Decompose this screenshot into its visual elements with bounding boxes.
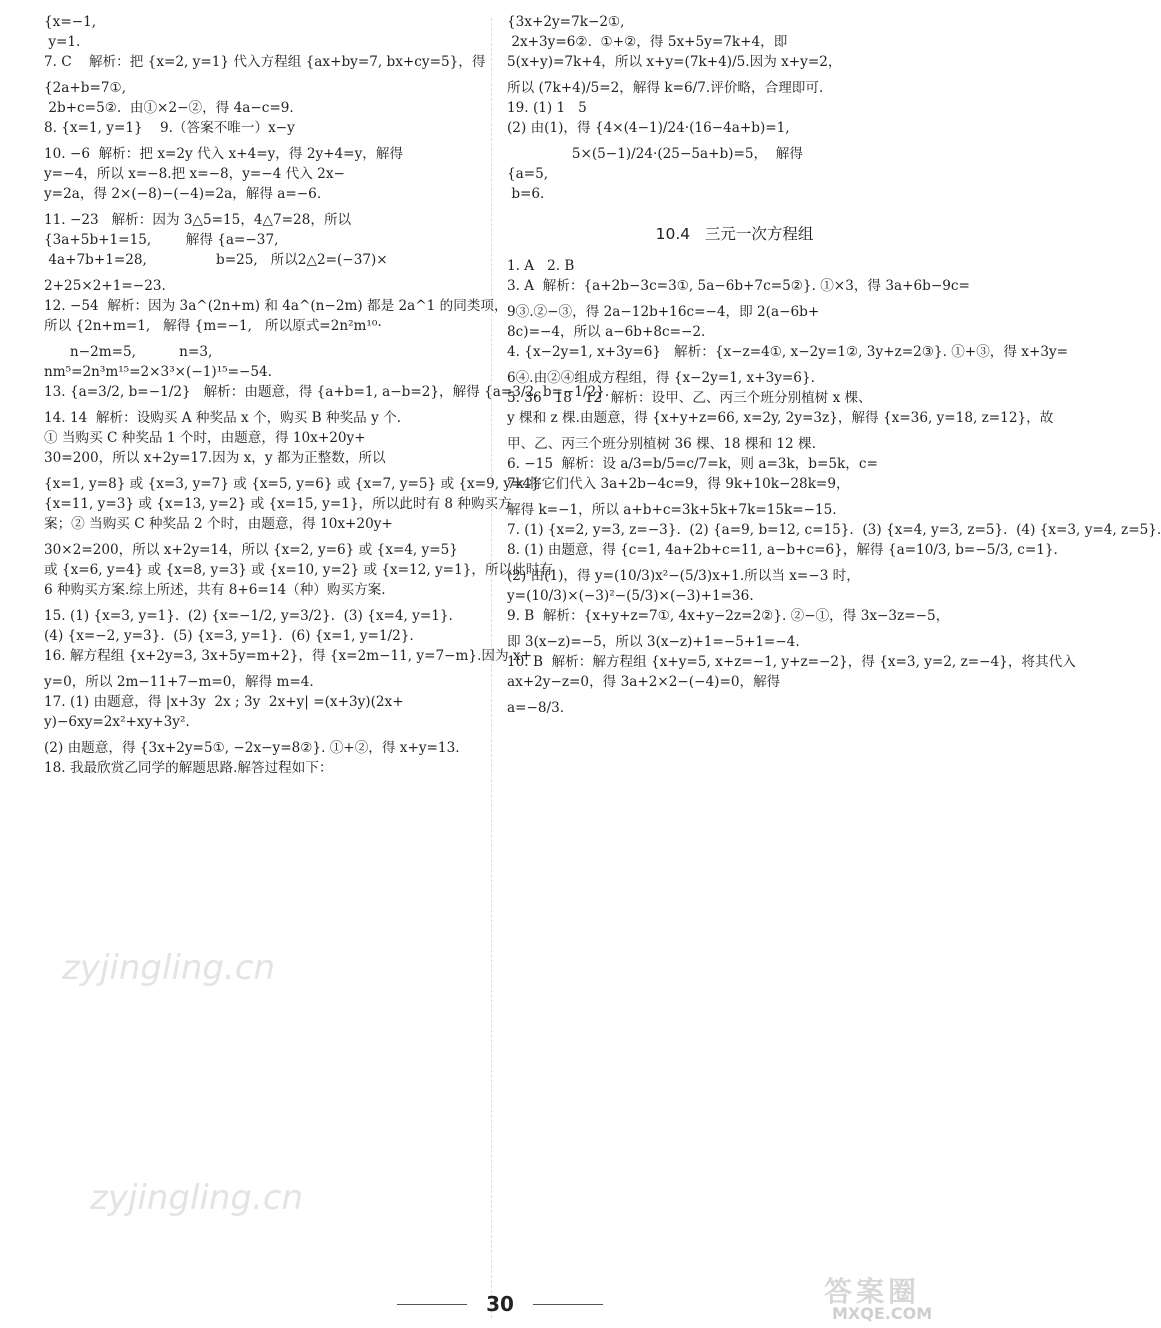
answer-line: 即 3(x−z)=−5，所以 3(x−z)+1=−5+1=−4.	[507, 634, 800, 650]
answer-line: 5(x+y)=7k+4，所以 x+y=(7k+4)/5.因为 x+y=2，	[507, 54, 842, 70]
answer-line: ① 当购买 C 种奖品 1 个时，由题意，得 10x+20y+	[44, 430, 366, 446]
answer-line: 7k.将它们代入 3a+2b−4c=9，得 9k+10k−28k=9，	[507, 476, 850, 492]
answer-line: {x=1, y=8} 或 {x=3, y=7} 或 {x=5, y=6} 或 {x=7, y=5} 或 {x=9, y=4}	[44, 476, 540, 492]
answer-line: {x=11, y=3} 或 {x=13, y=2} 或 {x=15, y=1}，所以此时有 8 种购买方	[44, 496, 512, 512]
answer-line: 甲、乙、丙三个班分别植树 36 棵、18 棵和 12 棵.	[507, 436, 816, 452]
answer-line: {3x+2y=7k−2①,	[507, 14, 625, 30]
answer-line: y=−4，所以 x=−8.把 x=−8，y=−4 代入 2x−	[44, 166, 345, 182]
line-spacer	[507, 204, 962, 210]
answer-line: 7. C 解析：把 {x=2, y=1} 代入方程组 {ax+by=7, bx+cy=5}，得	[44, 54, 486, 70]
answer-line: y=(10/3)×(−3)²−(5/3)×(−3)+1=36.	[507, 588, 754, 604]
answer-line: y)−6xy=2x²+xy+3y².	[44, 714, 190, 730]
answer-line: 8. (1) 由题意，得 {c=1, 4a+2b+c=11, a−b+c=6}，解得 {a=10/3, b=−5/3, c=1}.	[507, 542, 1058, 558]
answer-line: y=2a，得 2×(−8)−(−4)=2a，解得 a=−6.	[44, 186, 322, 202]
answer-line: 案；② 当购买 C 种奖品 2 个时，由题意，得 10x+20y+	[44, 516, 393, 532]
right-column	[507, 12, 1161, 718]
stamp-title: 答案圈	[824, 1275, 921, 1308]
answer-line: 2+25×2+1=−23.	[44, 278, 166, 294]
answer-line: 1. A 2. B	[507, 258, 575, 274]
answer-line: {3a+5b+1=15, 解得 {a=−37,	[44, 232, 279, 248]
footer-rule-left	[397, 1304, 467, 1305]
answer-line: (2) 由题意，得 {3x+2y=5①, −2x−y=8②}. ①+②，得 x+y=13.	[44, 740, 460, 756]
answer-line: 6 种购买方案.综上所述，共有 8+6=14（种）购买方案.	[44, 582, 386, 598]
answer-line: 6. −15 解析：设 a/3=b/5=c/7=k，则 a=3k，b=5k，c=	[507, 456, 878, 472]
answer-line: {a=5,	[507, 166, 549, 182]
answer-line: n−2m=5, n=3,	[44, 344, 213, 360]
answer-line: 解得 k=−1，所以 a+b+c=3k+5k+7k=15k=−15.	[507, 502, 837, 518]
answer-line: 5×(5−1)/24·(25−5a+b)=5， 解得	[507, 146, 803, 162]
answer-line: 30=200，所以 x+2y=17.因为 x，y 都为正整数，所以	[44, 450, 386, 466]
answer-line: 11. −23 解析：因为 3△5=15，4△7=28，所以	[44, 212, 352, 228]
answer-line: 所以 (7k+4)/5=2，解得 k=6/7.评价略，合理即可.	[507, 80, 824, 96]
answer-line: 2x+3y=6②. ①+②，得 5x+5y=7k+4，即	[507, 34, 788, 50]
watermark-text: zyjingling.cn	[90, 1178, 304, 1218]
answer-line: y=0，所以 2m−11+7−m=0，解得 m=4.	[44, 674, 314, 690]
answer-line: 12. −54 解析：因为 3a^(2n+m) 和 4a^(n−2m) 都是 2a^1 的同类项，	[44, 298, 508, 314]
answer-line: (4) {x=−2, y=3}. (5) {x=3, y=1}. (6) {x=1, y=1/2}.	[44, 628, 414, 644]
answer-line: 13. {a=3/2, b=−1/2} 解析：由题意，得 {a+b=1, a−b=2}，解得 {a=3/2, b=−1/2}.	[44, 384, 610, 400]
answer-line: 19. (1) 1 5	[507, 100, 587, 116]
answer-line: 16. 解方程组 {x+2y=3, 3x+5y=m+2}，得 {x=2m−11, y=7−m}.因为 x+	[44, 648, 532, 664]
answer-line: 6④.由②④组成方程组，得 {x−2y=1, x+3y=6}.	[507, 370, 815, 386]
answer-line: y 棵和 z 棵.由题意，得 {x+y+z=66, x=2y, 2y=3z}，解得 {x=36, y=18, z=12}，故	[507, 410, 1054, 426]
answer-line: 所以 {2n+m=1, 解得 {m=−1, 所以原式=2n²m¹⁰·	[44, 318, 382, 334]
answer-line: (2) 由(1)，得 y=(10/3)x²−(5/3)x+1.所以当 x=−3 时，	[507, 568, 860, 584]
answer-line: 8c)=−4，所以 a−6b+8c=−2.	[507, 324, 706, 340]
answer-line: 2b+c=5②. 由①×2−②，得 4a−c=9.	[44, 100, 294, 116]
answer-line: 8. {x=1, y=1} 9.（答案不唯一）x−y	[44, 120, 295, 136]
answer-line: 7. (1) {x=2, y=3, z=−3}. (2) {a=9, b=12, c=15}. (3) {x=4, y=3, z=5}. (4) {x=3, y=4, z=5}.	[507, 522, 1161, 538]
answer-line: (2) 由(1)，得 {4×(4−1)/24·(16−4a+b)=1,	[507, 120, 790, 136]
answer-line: 15. (1) {x=3, y=1}. (2) {x=−1/2, y=3/2}. (3) {x=4, y=1}.	[44, 608, 453, 624]
stamp-domain: MXQE.COM	[832, 1304, 933, 1323]
answer-line: 5. 36 18 12 解析：设甲、乙、丙三个班分别植树 x 棵、	[507, 390, 872, 406]
answer-line: 9. B 解析：{x+y+z=7①, 4x+y−2z=2②}. ②−①，得 3x−3z=−5，	[507, 608, 950, 624]
site-stamp-logo	[816, 1270, 984, 1324]
answer-line: 或 {x=6, y=4} 或 {x=8, y=3} 或 {x=10, y=2} 或 {x=12, y=1}，所以此时有	[44, 562, 553, 578]
answer-line: a=−8/3.	[507, 700, 565, 716]
answer-line: 10. −6 解析：把 x=2y 代入 x+4=y，得 2y+4=y，解得	[44, 146, 404, 162]
answer-line: 4a+7b+1=28, b=25, 所以2△2=(−37)×	[44, 252, 388, 268]
answer-line: 10. B 解析：解方程组 {x+y=5, x+z=−1, y+z=−2}，得 {x=3, y=2, z=−4}，将其代入	[507, 654, 1076, 670]
answer-line: 18. 我最欣赏乙同学的解题思路.解答过程如下：	[44, 760, 333, 776]
answer-line: 9③.②−③，得 2a−12b+16c=−4，即 2(a−6b+	[507, 304, 820, 320]
answer-line: 14. 14 解析：设购买 A 种奖品 x 个，购买 B 种奖品 y 个.	[44, 410, 402, 426]
page-number: 30	[486, 1292, 514, 1316]
answer-line: 17. (1) 由题意，得 |x+3y 2x ; 3y 2x+y| =(x+3y)(2x+	[44, 694, 404, 710]
answer-line: y=1.	[44, 34, 81, 50]
answer-line: 4. {x−2y=1, x+3y=6} 解析：{x−z=4①, x−2y=1②, 3y+z=2③}. ①+③，得 x+3y=	[507, 344, 1069, 360]
answer-line: ax+2y−z=0，得 3a+2×2−(−4)=0，解得	[507, 674, 781, 690]
footer-rule-right	[533, 1304, 603, 1305]
answer-line: 10.4 三元一次方程组	[655, 225, 814, 243]
answer-line: {2a+b=7①,	[44, 80, 127, 96]
answer-line: b=6.	[507, 186, 545, 202]
answer-line: 3. A 解析：{a+2b−3c=3①, 5a−6b+7c=5②}. ①×3，得 3a+6b−9c=	[507, 278, 970, 294]
watermark-text: zyjingling.cn	[62, 948, 276, 988]
answer-line: nm⁵=2n³m¹⁵=2×3³×(−1)¹⁵=−54.	[44, 364, 272, 380]
answer-line: {x=−1,	[44, 14, 97, 30]
answer-line: 30×2=200，所以 x+2y=14，所以 {x=2, y=6} 或 {x=4, y=5}	[44, 542, 458, 558]
